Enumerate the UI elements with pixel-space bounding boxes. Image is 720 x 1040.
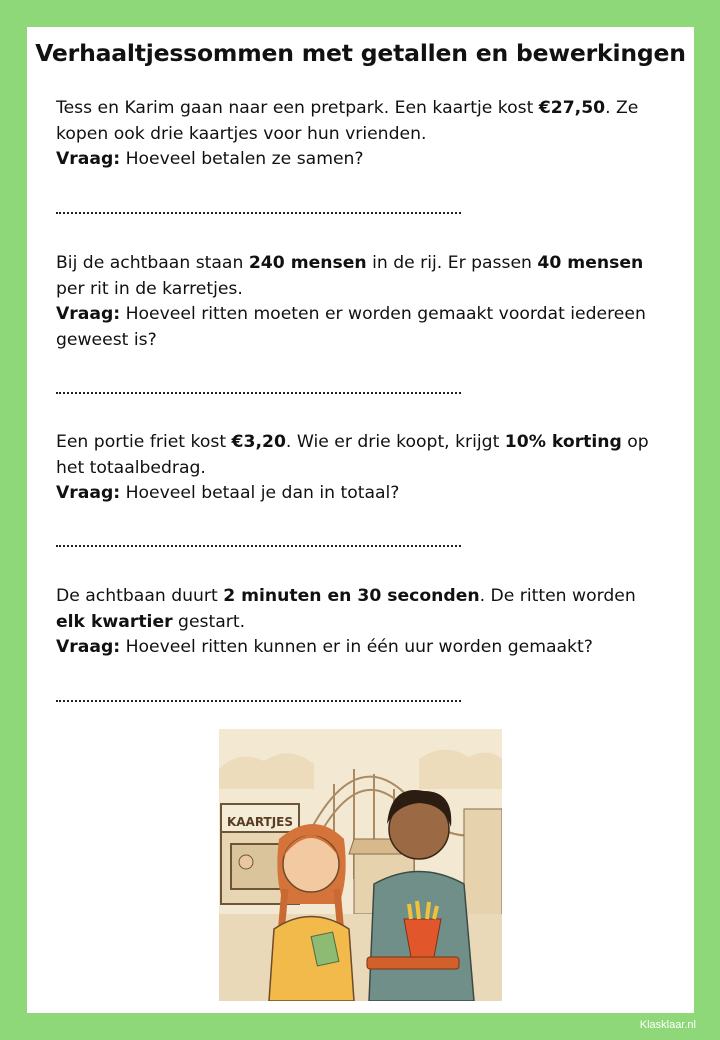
answer-line-4 [56,700,461,702]
problem-1-text-2: . Ze kopen ook drie kaartjes voor hun vrienden. [56,98,639,144]
problem-2-text: Bij de achtbaan staan [56,253,249,273]
problem-2-highlight-2: 40 mensen [537,253,644,273]
problem-2-text-2: in de rij. Er passen [366,253,538,273]
problem-3-text-2: . Wie er drie koopt, krijgt [285,432,505,452]
problem-1 [56,96,666,173]
problem-1-text: Tess en Karim gaan naar een pretpark. Een kaartje kost [56,98,539,118]
question-label: Vraag: [56,304,121,324]
worksheet [27,27,694,1013]
problem-4-question: Hoeveel ritten kunnen er in één uur worden gemaakt? [120,637,593,657]
problem-2 [56,251,666,353]
problem-4-highlight-2: elk kwartier [56,611,173,632]
problem-1-question: Hoeveel betalen ze samen? [120,149,364,169]
question-label: Vraag: [56,637,121,657]
problem-3 [56,430,666,507]
problem-1-highlight-1: €27,50 [538,98,606,118]
answer-line-3 [56,545,461,547]
problem-3-highlight-2: 10% korting [504,432,622,452]
booth-sign: KAARTJES [226,815,294,829]
problem-4-text-3: gestart. [172,611,246,632]
answer-line-2 [56,392,461,394]
problem-3-text: Een portie friet kost [56,432,232,452]
amusement-park-illustration [219,729,502,1001]
problem-4-highlight-1: 2 minuten en 30 seconden [223,586,480,606]
footer-credit: Klasklaar.nl [639,1019,696,1031]
problem-2-highlight-1: 240 mensen [248,253,367,273]
question-label: Vraag: [56,483,121,503]
problem-3-text-3: op het totaalbedrag. [56,432,649,478]
answer-line-1 [56,212,461,214]
problem-4-text-2: . De ritten worden [479,586,636,606]
page-title: Verhaaltjessommen met getallen en bewerkingen [35,39,686,67]
problem-2-question: Hoeveel ritten moeten er worden gemaakt voordat iedereen geweest is? [56,304,646,350]
illustration-drawing [219,729,502,1001]
problem-3-question: Hoeveel betaal je dan in totaal? [120,483,400,503]
problem-4 [56,584,666,661]
problem-3-highlight-1: €3,20 [231,432,286,452]
problem-2-text-3: per rit in de karretjes. [56,278,243,299]
problem-4-text: De achtbaan duurt [56,586,224,606]
question-label: Vraag: [56,149,121,169]
